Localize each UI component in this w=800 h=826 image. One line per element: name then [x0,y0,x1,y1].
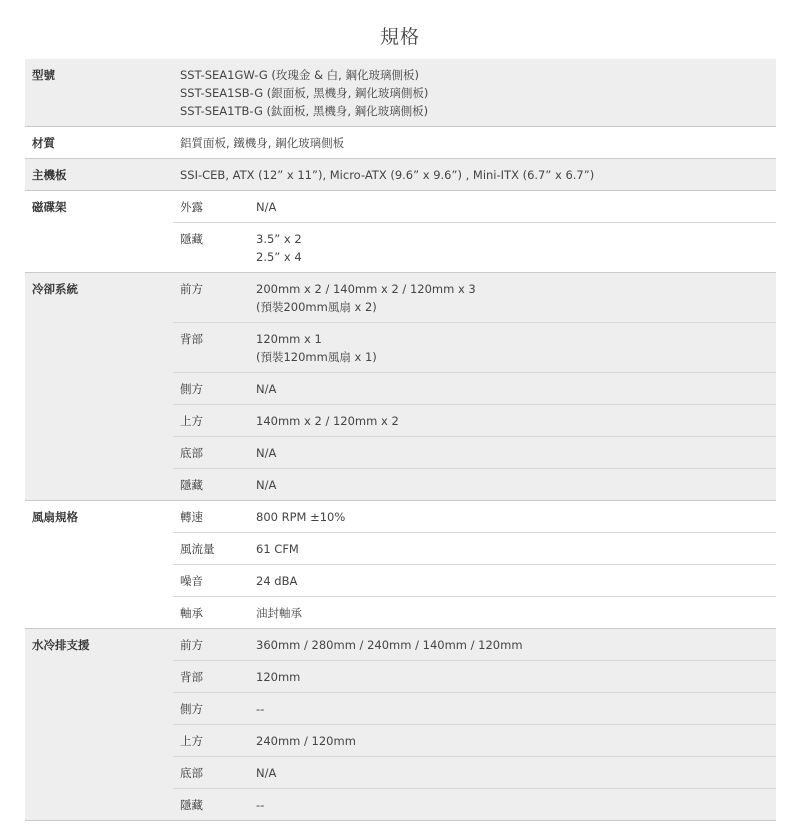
sub-row [173,596,776,628]
sub-row [173,222,776,272]
sub-row [173,372,776,404]
sub-value: 240mm / 120mm [256,734,356,748]
model-line: SST-SEA1SB-G (銀面板, 黑機身, 鋼化玻璃側板) [180,86,429,100]
spec-label-cooling: 冷卻系統 [32,282,78,296]
sub-value: 2.5” x 4 [256,250,302,264]
model-line: SST-SEA1GW-G (玫瑰金 & 白, 鋼化玻璃側板) [180,68,419,82]
sub-key: 背部 [180,332,203,346]
sub-row [173,273,776,322]
spec-group-radiator [25,629,776,821]
sub-key: 風流量 [180,542,215,556]
sub-row [173,436,776,468]
spec-value-motherboard: SSI-CEB, ATX (12” x 11”), Micro-ATX (9.6” x 9.6”) , Mini-ITX (6.7” x 6.7”) [180,168,595,182]
sub-value: N/A [256,766,277,780]
cooling-subtable [173,273,776,500]
sub-value: (預裝200mm風扇 x 2) [256,300,377,314]
sub-key: 底部 [180,446,203,460]
spec-group-fan [25,501,776,629]
sub-key: 背部 [180,670,203,684]
sub-key: 底部 [180,766,203,780]
sub-value: 200mm x 2 / 140mm x 2 / 120mm x 3 [256,282,476,296]
spec-label-radiator: 水冷排支援 [32,638,90,652]
sub-key: 軸承 [180,606,203,620]
sub-key: 前方 [180,282,203,296]
spec-group-cooling [25,273,776,501]
sub-row [173,756,776,788]
drive-bay-subtable [173,191,776,272]
sub-row [173,660,776,692]
sub-key: 隱藏 [180,798,203,812]
spec-value-material: 鋁質面板, 鐵機身, 鋼化玻璃側板 [180,136,345,150]
sub-value: (預裝120mm風扇 x 1) [256,350,377,364]
spec-label-fan: 風扇規格 [32,510,78,524]
sub-value: 24 dBA [256,574,298,588]
sub-key: 前方 [180,638,203,652]
sub-value: -- [256,702,265,716]
spec-value-model [180,59,776,126]
page-title: 規格 [379,26,420,48]
model-line: SST-SEA1TB-G (鈦面板, 黑機身, 鋼化玻璃側板) [180,104,429,118]
spec-label-drive-bay: 磁碟架 [32,200,67,214]
sub-key: 外露 [180,200,203,214]
sub-key: 隱藏 [180,478,203,492]
sub-row [173,629,776,660]
sub-value: 140mm x 2 / 120mm x 2 [256,414,399,428]
sub-value: -- [256,798,265,812]
spec-label-model: 型號 [32,68,55,82]
fan-subtable [173,501,776,628]
sub-row [173,692,776,724]
sub-row [173,322,776,372]
sub-value: 61 CFM [256,542,299,556]
spec-table [25,59,776,821]
radiator-subtable [173,629,776,820]
sub-row [173,788,776,820]
sub-key: 側方 [180,382,203,396]
sub-key: 噪音 [180,574,203,588]
spec-group-drive-bay [25,191,776,273]
sub-row [173,564,776,596]
sub-key: 上方 [180,734,203,748]
sub-value: 800 RPM ±10% [256,510,346,524]
sub-row [173,501,776,532]
spec-label-motherboard: 主機板 [32,168,67,182]
spec-row-material [25,127,776,159]
sub-key: 上方 [180,414,203,428]
sub-value: 120mm [256,670,301,684]
sub-value: N/A [256,200,277,214]
sub-key: 側方 [180,702,203,716]
sub-value: N/A [256,382,277,396]
sub-row [173,468,776,500]
sub-value: 120mm x 1 [256,332,322,346]
sub-value: 3.5” x 2 [256,232,302,246]
sub-value: N/A [256,478,277,492]
sub-key: 隱藏 [180,232,203,246]
sub-row [173,724,776,756]
spec-row-model [25,59,776,127]
sub-value: N/A [256,446,277,460]
spec-row-motherboard [25,159,776,191]
sub-row [173,404,776,436]
sub-row [173,532,776,564]
sub-key: 轉速 [180,510,203,524]
sub-value: 360mm / 280mm / 240mm / 140mm / 120mm [256,638,523,652]
spec-label-material: 材質 [32,136,55,150]
sub-value: 油封軸承 [256,606,302,620]
sub-row [173,191,776,222]
